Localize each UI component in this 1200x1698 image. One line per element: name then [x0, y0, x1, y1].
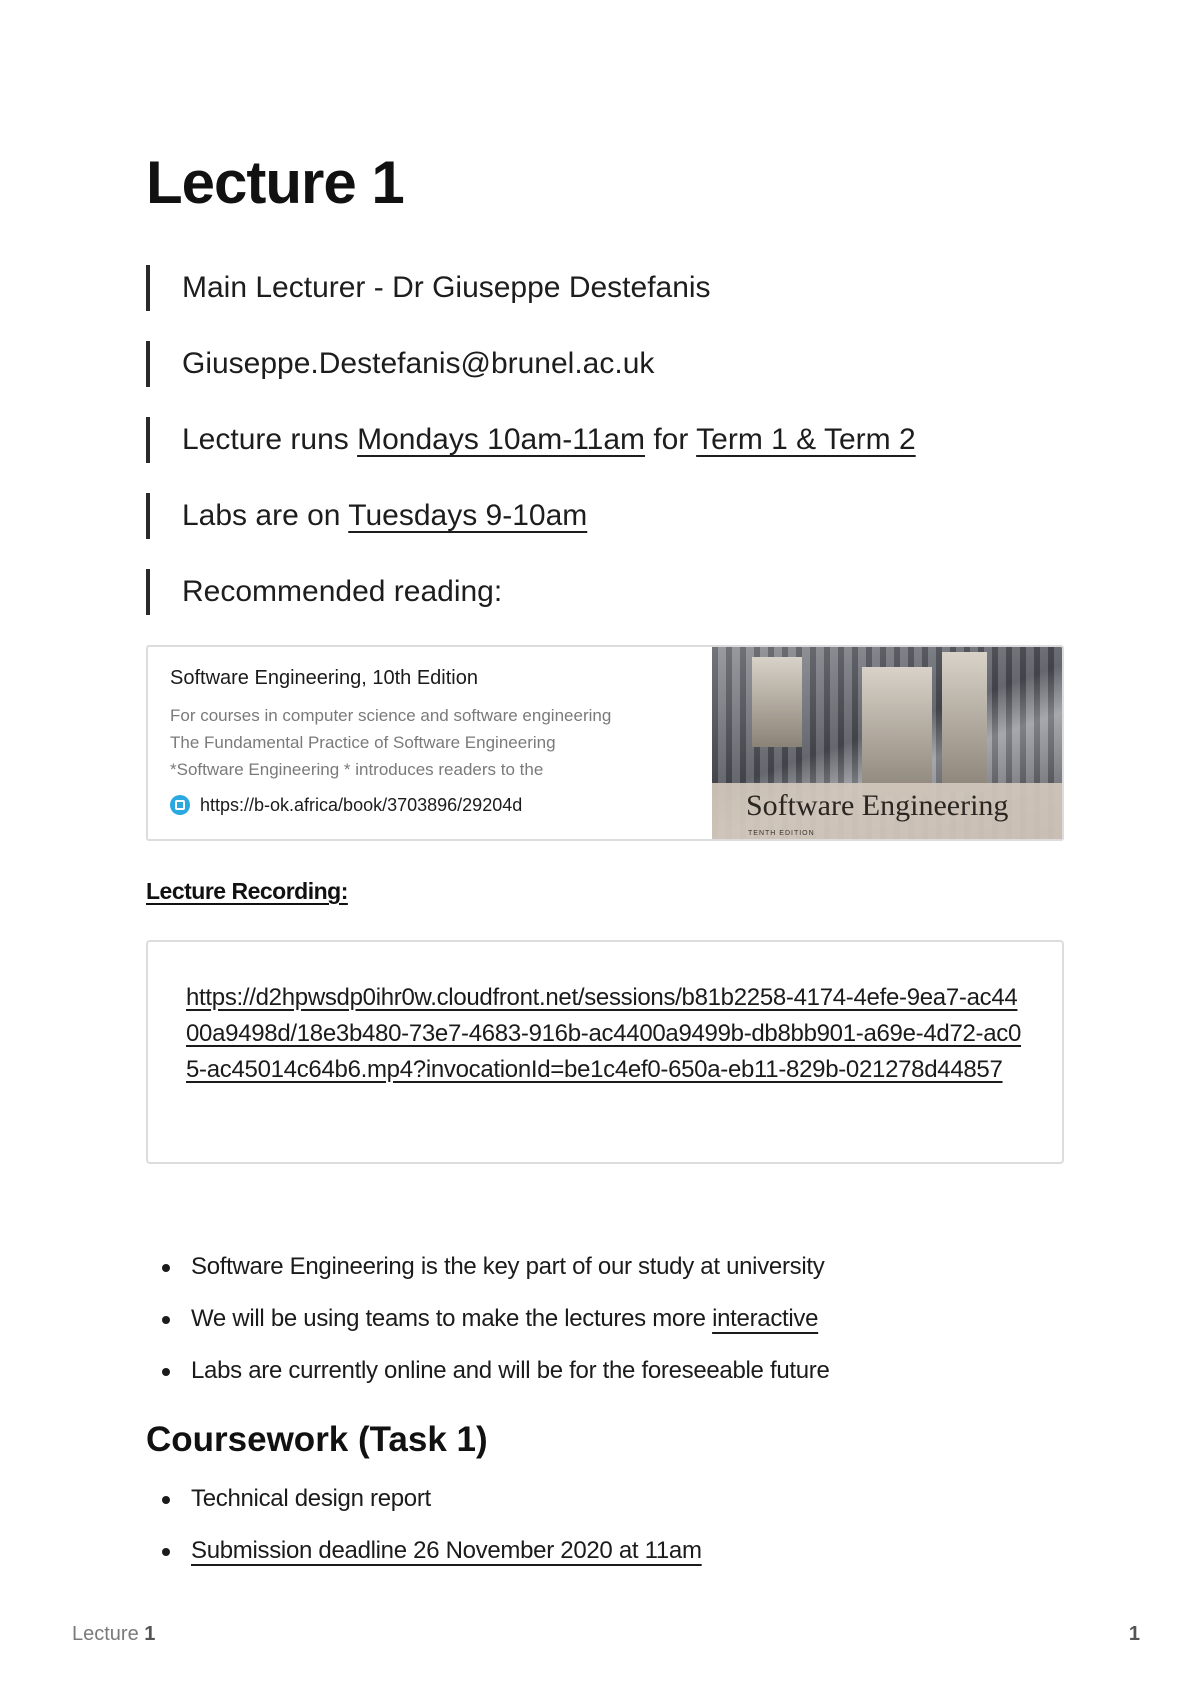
- bullet-text: Technical design report: [191, 1485, 431, 1512]
- email-text: Giuseppe.Destefanis@brunel.ac.uk: [182, 347, 655, 380]
- cover-building: [752, 657, 802, 747]
- intro-bullet-list: [146, 1247, 1076, 1403]
- quote-lecture-times: [146, 417, 1046, 463]
- cover-building: [862, 667, 932, 797]
- book-cover-image: [712, 647, 1062, 841]
- quote-email: [146, 341, 1046, 387]
- bullet-text: We will be using teams to make the lectures more: [191, 1305, 713, 1332]
- bookmark-text: [170, 667, 690, 783]
- bookmark-desc-line-3: *Software Engineering * introduces readers to the: [170, 760, 544, 779]
- bullet-text: Software Engineering is the key part of our study at university: [191, 1253, 825, 1280]
- quote-lecturer: [146, 265, 1046, 311]
- bookmark-desc-line-1: For courses in computer science and software engineering: [170, 706, 612, 725]
- bullet-icon: [162, 1316, 170, 1324]
- bullet-icon: [162, 1264, 170, 1272]
- quote-reading: [146, 569, 1046, 615]
- bookmark-url-row[interactable]: [170, 795, 522, 816]
- list-item: [146, 1479, 1076, 1531]
- footer-label-number: 1: [144, 1623, 156, 1645]
- list-item: [146, 1299, 1076, 1351]
- footer-doc-label: [72, 1623, 155, 1646]
- list-item: [146, 1247, 1076, 1299]
- lecture-mid: for: [645, 423, 697, 456]
- bullet-text: Labs are currently online and will be for the foreseeable future: [191, 1357, 830, 1384]
- footer-page-number: 1: [1128, 1623, 1140, 1645]
- book-favicon-icon: [170, 795, 190, 815]
- bookmark-url: https://b-ok.africa/book/3703896/29204d: [200, 795, 523, 815]
- quote-labs: [146, 493, 1046, 539]
- cover-title-text: Software Engineering: [746, 789, 1009, 822]
- cover-building: [942, 652, 987, 792]
- footer-label-text: Lecture: [72, 1623, 145, 1645]
- interactive-link[interactable]: interactive: [712, 1305, 819, 1332]
- lecturer-text: Main Lecturer - Dr Giuseppe Destefanis: [182, 271, 711, 304]
- lecture-terms-link[interactable]: Term 1 & Term 2: [696, 423, 916, 456]
- labs-time-link[interactable]: Tuesdays 9-10am: [348, 499, 588, 532]
- bullet-icon: [162, 1368, 170, 1376]
- bullet-icon: [162, 1548, 170, 1556]
- lecture-time-link[interactable]: Mondays 10am-11am: [357, 423, 646, 456]
- bookmark-title: Software Engineering, 10th Edition: [170, 667, 478, 689]
- page-title: Lecture 1: [146, 149, 404, 216]
- list-item: [146, 1351, 1076, 1403]
- deadline-link[interactable]: Submission deadline 26 November 2020 at 11am: [191, 1537, 702, 1564]
- recording-link[interactable]: https://d2hpwsdp0ihr0w.cloudfront.net/sessions/b81b2258-4174-4efe-9ea7-ac4400a9498d/18e3b480-73e7-4683-916b-ac4400a9499b-db8bb901-a69e-4d72-ac05-ac45014c64b6.mp4?invocationId=be1c4ef0-650a-eb11-829b-021278d44857: [186, 984, 1022, 1083]
- recording-callout: [146, 940, 1064, 1164]
- reading-text: Recommended reading:: [182, 575, 503, 608]
- bookmark-desc-line-2: The Fundamental Practice of Software Engineering: [170, 733, 556, 752]
- list-item: [146, 1531, 1076, 1583]
- coursework-heading: Coursework (Task 1): [146, 1420, 488, 1459]
- lecture-prefix: Lecture runs: [182, 423, 358, 456]
- bullet-icon: [162, 1496, 170, 1504]
- coursework-bullet-list: [146, 1479, 1076, 1583]
- labs-prefix: Labs are on: [182, 499, 349, 532]
- lecture-recording-label: Lecture Recording:: [146, 878, 348, 904]
- book-bookmark-card[interactable]: [146, 645, 1064, 841]
- cover-subtitle-text: TENTH EDITION: [748, 830, 815, 837]
